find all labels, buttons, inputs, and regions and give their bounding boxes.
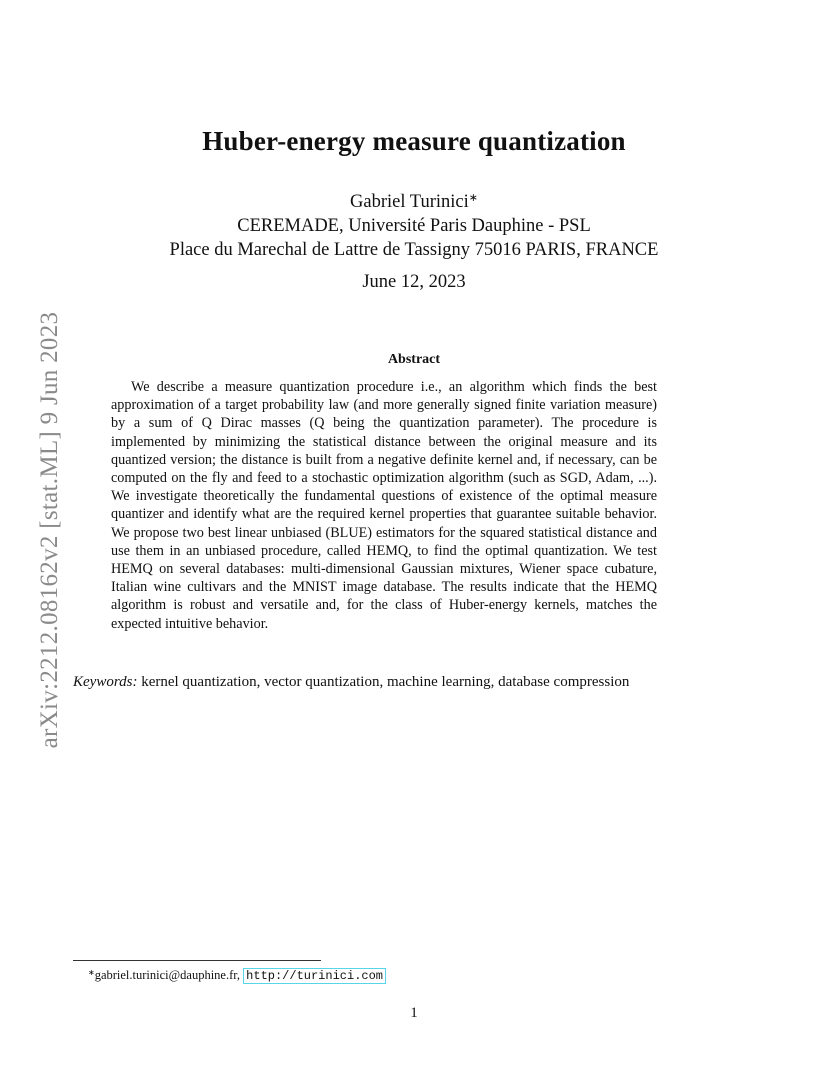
- footnote-email: gabriel.turinici@dauphine.fr,: [94, 968, 241, 982]
- footnote-mark: ∗: [88, 968, 95, 977]
- author-footnote-mark: ∗: [468, 192, 478, 204]
- paper-date: June 12, 2023: [362, 272, 466, 292]
- keywords-label: Keywords:: [73, 674, 138, 690]
- author-footnote: [88, 964, 386, 985]
- keywords-paragraph: [73, 672, 697, 692]
- author-name-line: [0, 186, 828, 214]
- arxiv-identifier-stamp: arXiv:2212.08162v2 [stat.ML] 9 Jun 2023: [36, 311, 63, 749]
- abstract-heading: Abstract: [387, 352, 441, 367]
- author-affiliation: CEREMADE, Université Paris Dauphine - PSL: [237, 216, 591, 236]
- page-number: 1: [410, 1005, 418, 1021]
- homepage-link[interactable]: http://turinici.com: [243, 968, 386, 984]
- author-name: Gabriel Turinici: [350, 192, 469, 212]
- paper-title: Huber-energy measure quantization: [202, 126, 626, 156]
- footnote-divider: [73, 960, 321, 961]
- author-address: Place du Marechal de Lattre de Tassigny 75016 PARIS, FRANCE: [169, 240, 659, 260]
- author-block: [0, 186, 828, 262]
- abstract-text: We describe a measure quantization procedure i.e., an algorithm which finds the best approximation of a target probability law (and more generally signed finite variation measure) by a sum of Q Dirac masses (Q being the quantization parameter). The procedure is implemented by minimizing the statistical distance between the original measure and its quantized version; the distance is built from a negative definite kernel and, if necessary, can be computed on the fly and feed to a stochastic optimization algorithm (such as SGD, Adam, ...). We investigate theoretically the fundamental questions of existence of the optimal measure quantizer and identify what are the required kernel properties that guarantee suitable behavior. We propose two best linear unbiased (BLUE) estimators for the squared statistical distance and use them in an unbiased procedure, called HEMQ, to find the optimal quantization. We test HEMQ on several databases: multi-dimensional Gaussian mixtures, Wiener space cubature, Italian wine cultivars and the MNIST image database. The results indicate that the HEMQ algorithm is robust and versatile and, for the class of Huber-energy kernels, matches the expected intuitive behavior.: [111, 379, 657, 632]
- keywords-text: kernel quantization, vector quantization, machine learning, database compression: [141, 674, 630, 690]
